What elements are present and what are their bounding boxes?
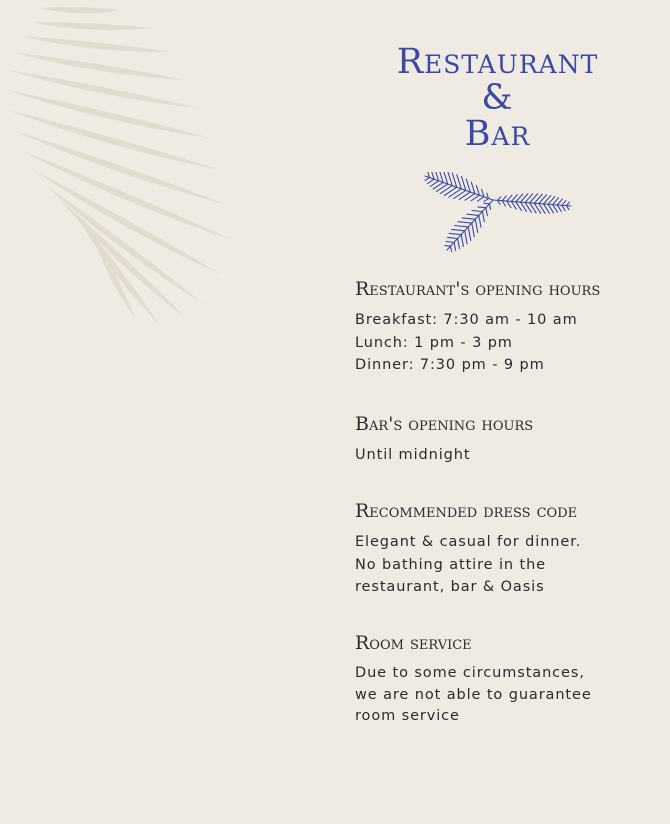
text-line: room service	[355, 708, 460, 724]
fern-icon	[423, 172, 573, 254]
text-line: Elegant & casual for dinner.	[355, 534, 582, 550]
fern-frond	[425, 172, 493, 201]
page-title	[375, 44, 620, 152]
section-body	[355, 531, 655, 599]
section-body	[355, 309, 655, 377]
palm-leaflet	[40, 7, 120, 13]
room-service-section	[355, 632, 655, 728]
fern-frond	[445, 200, 493, 252]
hours-line: Dinner: 7:30 pm - 9 pm	[355, 357, 545, 373]
palm-leaflet	[20, 36, 170, 52]
text-line: No bathing attire in the	[355, 556, 547, 573]
section-body	[355, 663, 655, 728]
hours-line: Until midnight	[355, 447, 471, 463]
palm-leaflet	[74, 212, 160, 325]
section-heading: Restaurant's opening hours	[355, 278, 601, 300]
palm-leaflet	[8, 70, 198, 108]
palm-leaflet	[30, 22, 150, 30]
palm-leaflet	[6, 90, 210, 138]
hours-line: Breakfast: 7:30 am - 10 am	[355, 312, 578, 328]
title-line: Bar	[464, 114, 531, 154]
text-line: we are not able to guarantee	[355, 686, 592, 703]
section-heading: Room service	[355, 632, 472, 654]
hours-line: Lunch: 1 pm - 3 pm	[355, 334, 513, 351]
section-heading: Recommended dress code	[355, 500, 578, 522]
text-line: restaurant, bar & Oasis	[355, 579, 545, 595]
palm-leaflet	[44, 184, 205, 305]
section-body	[355, 444, 655, 467]
title-line: Restaurant	[396, 42, 599, 82]
section-heading: Bar's opening hours	[355, 413, 534, 435]
palm-leaf-watermark	[0, 0, 260, 330]
restaurant-hours-section	[355, 278, 655, 377]
palm-leaflet	[30, 168, 222, 275]
bar-hours-section	[355, 413, 655, 467]
fern-frond	[493, 194, 571, 214]
dress-code-section	[355, 500, 655, 599]
title-line: &	[481, 78, 514, 118]
text-line: Due to some circumstances,	[355, 665, 585, 681]
